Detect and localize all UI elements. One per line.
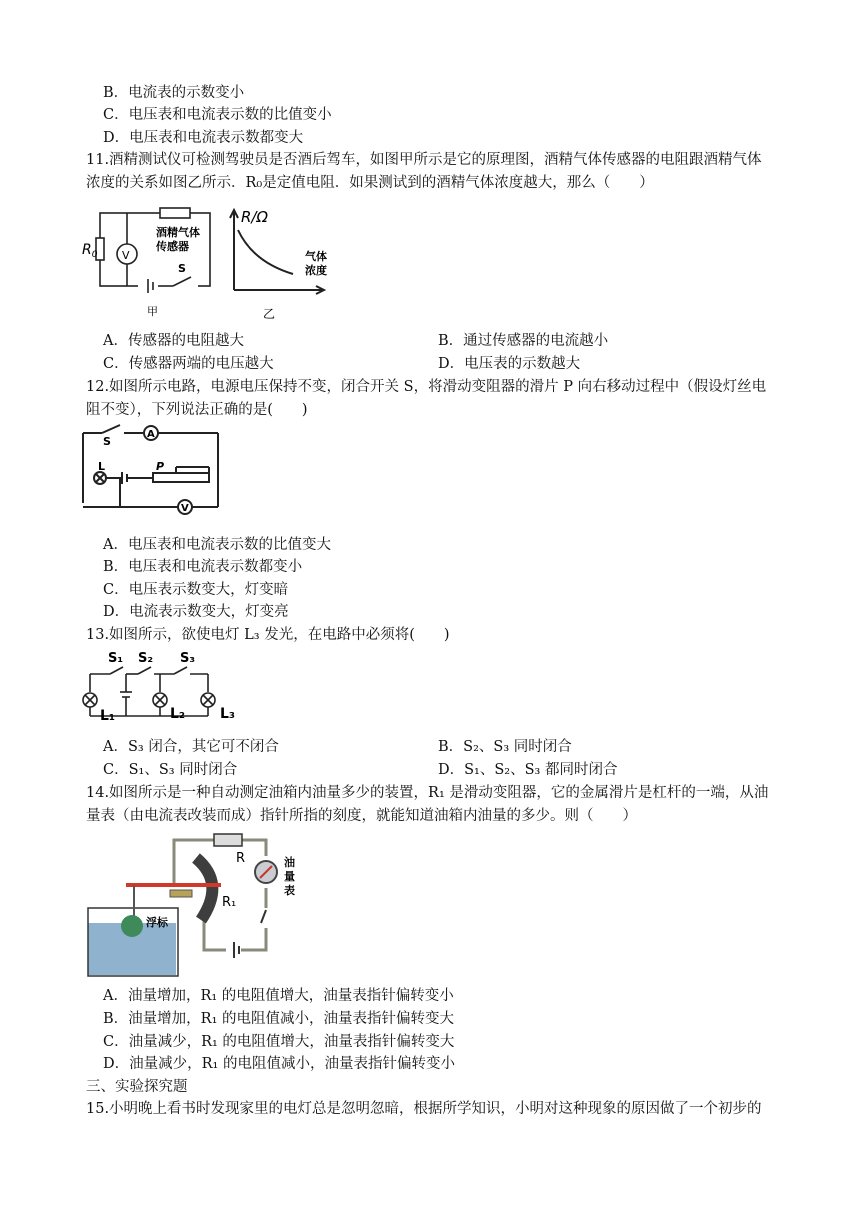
q13-s2-label: S₂ bbox=[138, 651, 154, 666]
q13-l3-label: L₃ bbox=[220, 706, 236, 722]
q13-option-a: A．S₃ 闭合，其它可不闭合 bbox=[103, 739, 279, 755]
q14-stem-line1: 14.如图所示是一种自动测定油箱内油量多少的装置，R₁ 是滑动变阻器，它的金属滑片是杠杆的一端，从油 bbox=[86, 785, 769, 801]
q11-xaxis-label-2: 浓度 bbox=[305, 264, 327, 277]
q11-fig-yi: 乙 bbox=[263, 307, 276, 321]
q12-switch-label: S bbox=[103, 435, 111, 448]
q13-option-b: B．S₂、S₃ 同时闭合 bbox=[438, 739, 572, 755]
q12-option-d: D．电流表示数变大，灯变亮 bbox=[103, 604, 289, 620]
q11-option-d: D．电压表的示数越大 bbox=[438, 356, 581, 372]
q12-option-b: B．电压表和电流表示数都变小 bbox=[103, 559, 303, 575]
q13-figure bbox=[78, 648, 248, 726]
q12-stem-line1: 12.如图所示电路，电源电压保持不变，闭合开关 S，将滑动变阻器的滑片 P 向右移动过程中（假设灯丝电 bbox=[86, 379, 767, 395]
q14-float-label: 浮标 bbox=[146, 916, 168, 929]
q13-l1-label: L₁ bbox=[100, 708, 116, 724]
q10-option-d: D．电压表和电流表示数都变大 bbox=[103, 130, 304, 146]
q14-stem-line2: 量表（由电流表改装而成）指针所指的刻度，就能知道油箱内油量的多少。则（ ） bbox=[86, 808, 637, 824]
q11-stem-line1: 11.酒精测试仪可检测驾驶员是否酒后驾车，如图甲所示是它的原理图，酒精气体传感器的电阻跟酒精气体 bbox=[86, 152, 762, 168]
q14-option-a: A．油量增加，R₁ 的电阻值增大，油量表指针偏转变小 bbox=[103, 988, 454, 1004]
q14-option-b: B．油量增加，R₁ 的电阻值减小，油量表指针偏转变大 bbox=[103, 1011, 454, 1027]
q11-option-a: A．传感器的电阻越大 bbox=[103, 333, 244, 349]
q12-figure bbox=[78, 423, 228, 515]
q12-option-c: C．电压表示数变大，灯变暗 bbox=[103, 582, 289, 598]
q12-option-a: A．电压表和电流表示数的比值变大 bbox=[103, 537, 331, 553]
q12-lamp-label: L bbox=[98, 460, 106, 473]
q14-r-label: R bbox=[236, 851, 246, 866]
q11-voltmeter-label: V bbox=[122, 249, 130, 262]
q12-slider-label: P bbox=[156, 460, 165, 473]
q15-stem-line1: 15.小明晚上看书时发现家里的电灯总是忽明忽暗，根据所学知识，小明对这种现象的原因做了一个初步的 bbox=[86, 1101, 762, 1117]
q14-figure bbox=[86, 828, 306, 978]
q10-option-b: B．电流表的示数变小 bbox=[103, 85, 245, 101]
q11-yaxis-label: R/Ω bbox=[241, 208, 268, 226]
q14-gauge-label-1: 油 bbox=[284, 856, 295, 869]
q11-stem-line2: 浓度的关系如图乙所示．R₀是定值电阻．如果测试到的酒精气体浓度越大，那么（ ） bbox=[86, 175, 654, 191]
q13-option-c: C．S₁、S₃ 同时闭合 bbox=[103, 762, 238, 778]
q11-figure bbox=[78, 200, 338, 325]
q13-option-d: D．S₁、S₂、S₃ 都同时闭合 bbox=[438, 762, 618, 778]
q12-ammeter-label: A bbox=[147, 429, 155, 440]
q11-sensor-label-2: 传感器 bbox=[156, 240, 189, 253]
q11-sensor-label-1: 酒精气体 bbox=[156, 226, 200, 239]
q14-gauge-label-2: 量 bbox=[284, 870, 295, 883]
q14-option-d: D．油量减少，R₁ 的电阻值减小，油量表指针偏转变小 bbox=[103, 1056, 455, 1072]
q11-r0-label: $R_0$ bbox=[82, 242, 98, 260]
q13-s1-label: S₁ bbox=[108, 651, 124, 666]
q11-xaxis-label-1: 气体 bbox=[305, 250, 327, 263]
q13-stem: 13.如图所示，欲使电灯 L₃ 发光，在电路中必须将( ) bbox=[86, 627, 450, 643]
q14-option-c: C．油量减少，R₁ 的电阻值增大，油量表指针偏转变大 bbox=[103, 1034, 455, 1050]
q10-option-c: C．电压表和电流表示数的比值变小 bbox=[103, 107, 332, 123]
q12-stem-line2: 阻不变），下列说法正确的是( ) bbox=[86, 402, 308, 418]
q11-option-c: C．传感器两端的电压越大 bbox=[103, 356, 274, 372]
q11-fig-jia: 甲 bbox=[147, 305, 158, 318]
q11-option-b: B．通过传感器的电流越小 bbox=[438, 333, 609, 349]
q13-l2-label: L₂ bbox=[170, 706, 186, 722]
q12-voltmeter-label: V bbox=[181, 503, 189, 514]
q13-s3-label: S₃ bbox=[180, 651, 196, 666]
q14-gauge-label-3: 表 bbox=[284, 884, 295, 897]
q11-switch-label: S bbox=[178, 262, 186, 275]
q14-r1-label: R₁ bbox=[222, 895, 237, 910]
section-heading: 三、实验探究题 bbox=[86, 1079, 188, 1095]
